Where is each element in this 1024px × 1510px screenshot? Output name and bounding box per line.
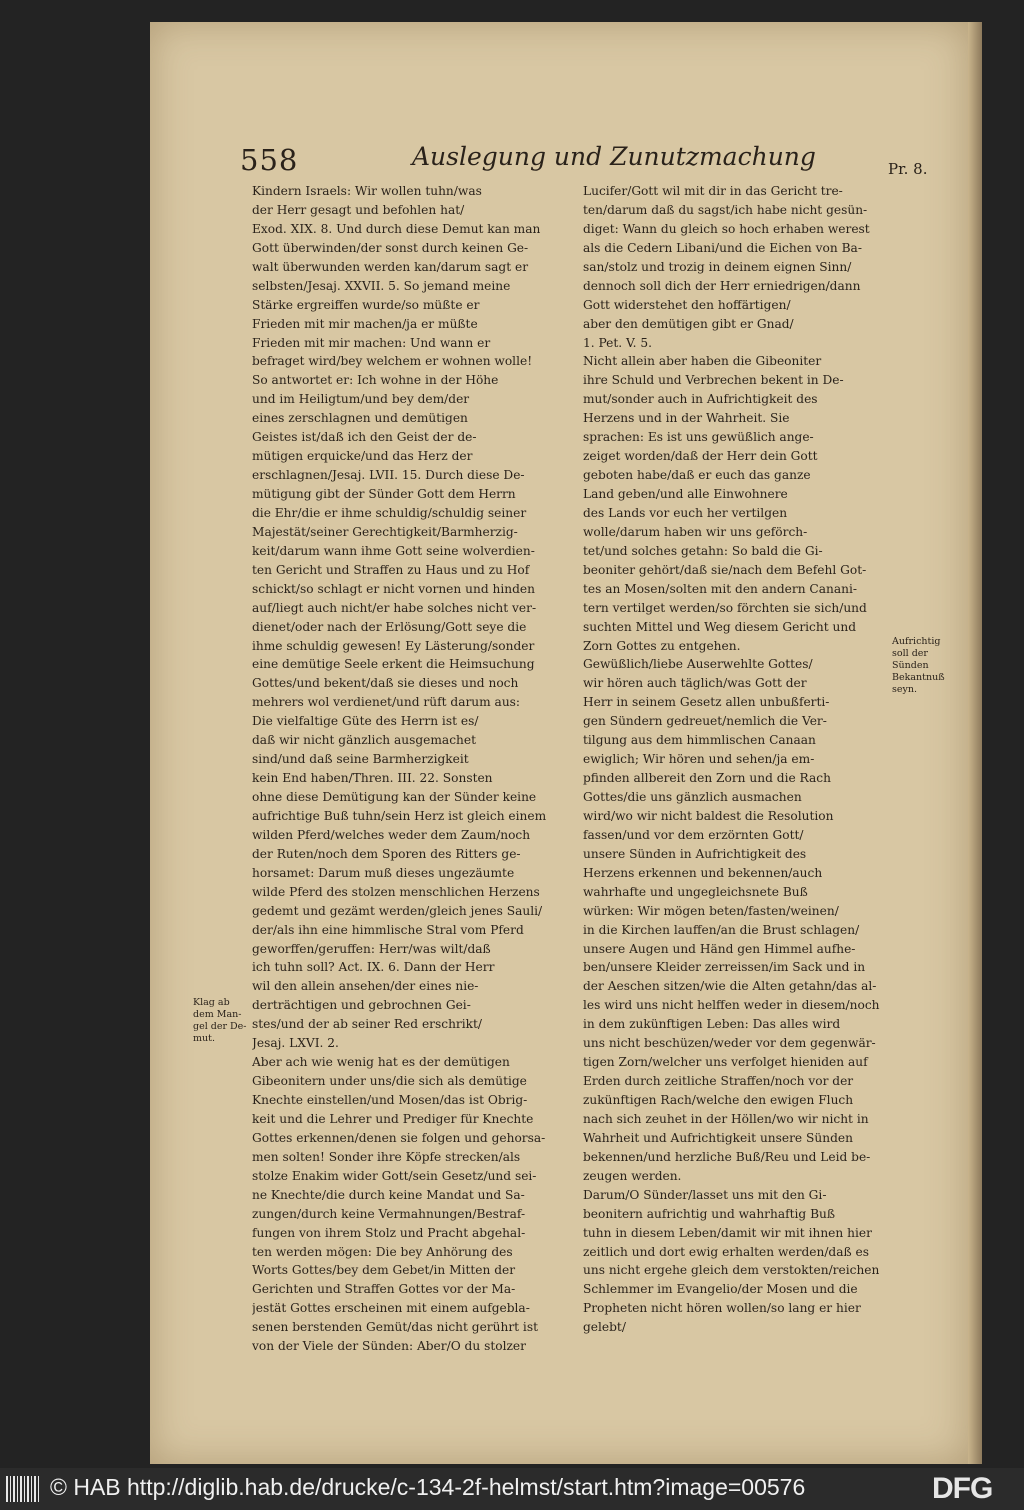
text-line: tes an Mosen/solten mit den andern Canani-	[583, 581, 858, 596]
text-line: Darum/O Sünder/lasset uns mit den Gi-	[583, 1187, 827, 1202]
text-line: daß wir nicht gänzlich ausgemachet	[252, 733, 476, 748]
text-line: beonitern aufrichtig und wahrhaftig Buß	[583, 1206, 836, 1221]
left-margin-note	[193, 997, 251, 1045]
text-line: Gewüßlich/liebe Auserwehlte Gottes/	[583, 657, 813, 672]
text-line: horsamet: Darum muß dieses ungezäumte	[252, 865, 515, 880]
right-text-column	[583, 182, 898, 1337]
text-line: erschlagnen/Jesaj. LVII. 15. Durch diese De-	[252, 468, 525, 483]
source-credit[interactable]: © HAB http://diglib.hab.de/drucke/c-134-2f-helmst/start.htm?image=00576	[50, 1474, 806, 1500]
text-line: als die Cedern Libani/und die Eichen von Ba-	[583, 240, 862, 255]
text-line: Geistes ist/daß ich den Geist der de-	[252, 430, 477, 445]
page-number: 558	[240, 143, 299, 177]
right-margin-note	[892, 636, 956, 696]
viewer-footer	[0, 1468, 1024, 1510]
text-line: mehrers wol verdienet/und rüft darum aus:	[252, 695, 521, 710]
page-edge	[968, 22, 982, 1464]
text-line: kein End haben/Thren. III. 22. Sonsten	[252, 771, 493, 786]
text-line: Herr in seinem Gesetz allen unbußferti-	[583, 695, 830, 710]
text-line: Nicht allein aber haben die Gibeoniter	[583, 354, 822, 369]
text-line: eines zerschlagnen und demütigen	[252, 411, 468, 426]
text-line: derträchtigen und gebrochnen Gei-	[252, 998, 471, 1013]
text-line: zeiget worden/daß der Herr dein Gott	[583, 449, 818, 464]
text-line: sind/und daß seine Barmherzigkeit	[252, 752, 469, 767]
text-line: gelebt/	[583, 1320, 626, 1335]
text-line: zeugen werden.	[583, 1168, 682, 1183]
margin-note-line: Aufrichtig	[892, 636, 941, 647]
text-line: auf/liegt auch nicht/er habe solches nicht ver-	[252, 600, 537, 615]
text-line: Gerichten und Straffen Gottes vor der Ma-	[252, 1282, 516, 1297]
text-line: Gibeonitern under uns/die sich als demütige	[252, 1074, 527, 1089]
text-line: stolze Enakim wider Gott/sein Gesetz/und sei-	[252, 1168, 537, 1183]
text-line: unsere Augen und Händ gen Himmel aufhe-	[583, 941, 856, 956]
text-line: ben/unsere Kleider zerreissen/im Sack und in	[583, 960, 866, 975]
text-line: befraget wird/bey welchem er wohnen wolle!	[252, 354, 533, 369]
text-line: mütigen erquicke/und das Herz der	[252, 449, 473, 464]
text-line: geboten habe/daß er euch das ganze	[583, 468, 811, 483]
text-line: wahrhafte und ungegleichsnete Buß	[583, 884, 808, 899]
text-line: beoniter gehört/daß sie/nach dem Befehl Got-	[583, 562, 867, 577]
dfg-logo: DFG	[932, 1472, 993, 1505]
text-line: mut/sonder auch in Aufrichtigkeit des	[583, 392, 818, 407]
text-line: Die vielfaltige Güte des Herrn ist es/	[252, 714, 479, 729]
text-line: mütigung gibt der Sünder Gott dem Herrn	[252, 487, 516, 501]
text-line: ne Knechte/die durch keine Mandat und Sa-	[252, 1187, 525, 1202]
text-line: selbsten/Jesaj. XXVII. 5. So jemand meine	[252, 278, 511, 293]
text-line: aufrichtige Buß tuhn/sein Herz ist gleich einem	[252, 808, 547, 823]
text-line: men solten! Sonder ihre Köpfe strecken/als	[252, 1149, 521, 1164]
text-line: tet/und solches getahn: So bald die Gi-	[583, 543, 823, 558]
text-line: fassen/und vor dem erzörnten Gott/	[583, 827, 804, 842]
text-line: tilgung aus dem himmlischen Canaan	[583, 733, 816, 748]
text-line: wilde Pferd des stolzen menschlichen Herzens	[252, 884, 540, 899]
text-line: Lucifer/Gott wil mit dir in das Gericht tre-	[583, 184, 843, 198]
text-line: wilden Pferd/welches weder dem Zaum/noch	[252, 827, 531, 842]
text-line: von der Viele der Sünden: Aber/O du stolzer	[252, 1339, 526, 1354]
text-line: wir hören auch täglich/was Gott der	[583, 676, 807, 691]
text-line: walt überwunden werden kan/darum sagt er	[252, 259, 529, 274]
text-line: Stärke ergreiffen wurde/so müßte er	[252, 297, 480, 312]
text-line: in die Kirchen lauffen/an die Brust schlagen/	[583, 922, 860, 937]
text-line: geworffen/geruffen: Herr/was wilt/daß	[252, 941, 491, 956]
text-line: uns nicht ergehe gleich dem verstokten/reichen	[583, 1263, 880, 1278]
margin-note-line: Klag ab	[193, 997, 230, 1008]
text-line: der Herr gesagt und befohlen hat/	[252, 202, 465, 217]
text-line: diget: Wann du gleich so hoch erhaben werest	[583, 221, 870, 236]
barcode-icon	[6, 1476, 40, 1502]
text-line: les wird uns nicht helffen weder in diesem/noch	[583, 998, 880, 1013]
text-line: dienet/oder nach der Erlösung/Gott seye die	[252, 619, 527, 634]
text-line: ewiglich; Wir hören und sehen/ja em-	[583, 752, 815, 767]
text-line: Herzens erkennen und bekennen/auch	[583, 865, 823, 880]
text-line: nach sich zeuhet in der Höllen/wo wir nicht in	[583, 1111, 869, 1126]
text-line: Herzens und in der Wahrheit. Sie	[583, 411, 790, 426]
text-line: bekennen/und herzliche Buß/Reu und Leid be-	[583, 1149, 871, 1164]
text-line: Schlemmer im Evangelio/der Mosen und die	[583, 1282, 858, 1297]
left-text-column	[252, 182, 574, 1356]
text-line: wolle/darum haben wir uns geförch-	[583, 524, 808, 539]
text-line: dennoch soll dich der Herr erniedrigen/dann	[583, 278, 861, 293]
running-head: Auslegung und Zunutzmachung	[412, 142, 816, 171]
text-line: ihme schuldig gewesen! Ey Lästerung/sonder	[252, 638, 535, 653]
text-line: Worts Gottes/bey dem Gebet/in Mitten der	[252, 1263, 516, 1278]
text-line: ten/darum daß du sagst/ich habe nicht gesün-	[583, 202, 868, 217]
text-line: die Ehr/die er ihme schuldig/schuldig seiner	[252, 505, 527, 520]
text-line: senen berstenden Gemüt/das nicht gerührt ist	[252, 1320, 538, 1335]
text-line: gedemt und gezämt werden/gleich jenes Sauli/	[252, 903, 543, 918]
text-line: wil den allein ansehen/der eines nie-	[252, 979, 479, 994]
text-line: keit und die Lehrer und Prediger für Knechte	[252, 1111, 534, 1126]
text-line: ich tuhn soll? Act. IX. 6. Dann der Herr	[252, 960, 495, 975]
margin-note-line: Bekantnuß	[892, 672, 945, 683]
text-line: uns nicht beschüzen/weder vor dem gegenwär-	[583, 1036, 876, 1051]
text-line: gen Sündern gedreuet/nemlich die Ver-	[583, 714, 827, 729]
text-line: jestät Gottes erscheinen mit einem aufgebla-	[252, 1301, 530, 1316]
text-line: 1. Pet. V. 5.	[583, 335, 653, 350]
margin-note-line: Sünden	[892, 660, 929, 671]
text-line: des Lands vor euch her vertilgen	[583, 505, 788, 520]
text-line: stes/und der ab seiner Red erschrikt/	[252, 1017, 483, 1032]
text-line: Aber ach wie wenig hat es der demütigen	[252, 1055, 510, 1070]
text-line: in dem zukünftigen Leben: Das alles wird	[583, 1017, 841, 1032]
text-line: Majestät/seiner Gerechtigkeit/Barmherzig-	[252, 524, 518, 539]
text-line: pfinden allbereit den Zorn und die Rach	[583, 771, 831, 786]
text-line: und im Heiligtum/und bey dem/der	[252, 392, 470, 407]
text-line: zukünftigen Rach/welche den ewigen Fluch	[583, 1093, 854, 1107]
text-line: Gottes erkennen/denen sie folgen und gehorsa-	[252, 1130, 546, 1145]
text-line: würken: Wir mögen beten/fasten/weinen/	[583, 903, 839, 918]
text-line: tuhn in diesem Leben/damit wir mit ihnen hier	[583, 1225, 872, 1240]
text-line: Zorn Gottes zu entgehen.	[583, 638, 741, 653]
text-line: So antwortet er: Ich wohne in der Höhe	[252, 373, 499, 388]
text-line: Exod. XIX. 8. Und durch diese Demut kan man	[252, 221, 541, 236]
text-line: Frieden mit mir machen: Und wann er	[252, 335, 491, 350]
text-line: tigen Zorn/welcher uns verfolget hieniden auf	[583, 1055, 868, 1070]
text-line: Propheten nicht hören wollen/so lang er hier	[583, 1301, 861, 1316]
text-line: zungen/durch keine Vermahnungen/Bestraf-	[252, 1206, 526, 1221]
text-line: der Ruten/noch dem Sporen des Ritters ge-	[252, 846, 521, 861]
text-line: wird/wo wir nicht baldest die Resolution	[583, 808, 834, 823]
text-line: Gott überwinden/der sonst durch keinen Ge-	[252, 240, 529, 255]
text-line: Knechte einstellen/und Mosen/das ist Obrig-	[252, 1093, 528, 1107]
text-line: suchten Mittel und Weg diesem Gericht und	[583, 619, 856, 634]
text-line: sprachen: Es ist uns gewüßlich ange-	[583, 430, 814, 445]
text-line: schickt/so schlagt er nicht vornen und hinden	[252, 581, 535, 596]
text-line: san/stolz und trozig in deinem eignen Sinn/	[583, 259, 852, 274]
text-line: fungen von ihrem Stolz und Pracht abgehal-	[252, 1225, 526, 1240]
text-line: Gottes/und bekent/daß sie dieses und noch	[252, 676, 519, 691]
text-line: ten Gericht und Straffen zu Haus und zu Hof	[252, 562, 530, 577]
text-line: ten werden mögen: Die bey Anhörung des	[252, 1244, 513, 1259]
text-line: eine demütige Seele erkent die Heimsuchung	[252, 657, 535, 672]
margin-note-line: seyn.	[892, 684, 918, 695]
catchword: Pr. 8.	[888, 160, 928, 178]
margin-note-line: soll der	[892, 648, 928, 659]
text-line: tern vertilget werden/so förchten sie sich/und	[583, 600, 867, 615]
text-line: Land geben/und alle Einwohnere	[583, 487, 788, 501]
text-line: Wahrheit und Aufrichtigkeit unsere Sünden	[583, 1130, 853, 1145]
text-line: Kindern Israels: Wir wollen tuhn/was	[252, 184, 482, 198]
text-line: der/als ihn eine himmlische Stral vom Pferd	[252, 922, 524, 937]
text-line: Gottes/die uns gänzlich ausmachen	[583, 790, 802, 804]
text-line: Frieden mit mir machen/ja er müßte	[252, 316, 478, 331]
margin-note-line: mut.	[193, 1033, 215, 1044]
text-line: zeitlich und dort ewig erhalten werden/daß es	[583, 1244, 869, 1259]
margin-note-line: gel der De-	[193, 1021, 247, 1032]
text-line: keit/darum wann ihme Gott seine wolverdien-	[252, 543, 535, 558]
text-line: der Aeschen sitzen/wie die Alten getahn/das al-	[583, 979, 877, 994]
text-line: Jesaj. LXVI. 2.	[252, 1036, 339, 1051]
text-line: Gott widerstehet den hoffärtigen/	[583, 297, 791, 312]
text-line: unsere Sünden in Aufrichtigkeit des	[583, 846, 807, 861]
margin-note-line: dem Man-	[193, 1009, 242, 1020]
text-line: Erden durch zeitliche Straffen/noch vor der	[583, 1074, 854, 1089]
text-line: aber den demütigen gibt er Gnad/	[583, 316, 794, 331]
text-line: ohne diese Demütigung kan der Sünder keine	[252, 790, 537, 804]
text-line: ihre Schuld und Verbrechen bekent in De-	[583, 373, 844, 388]
